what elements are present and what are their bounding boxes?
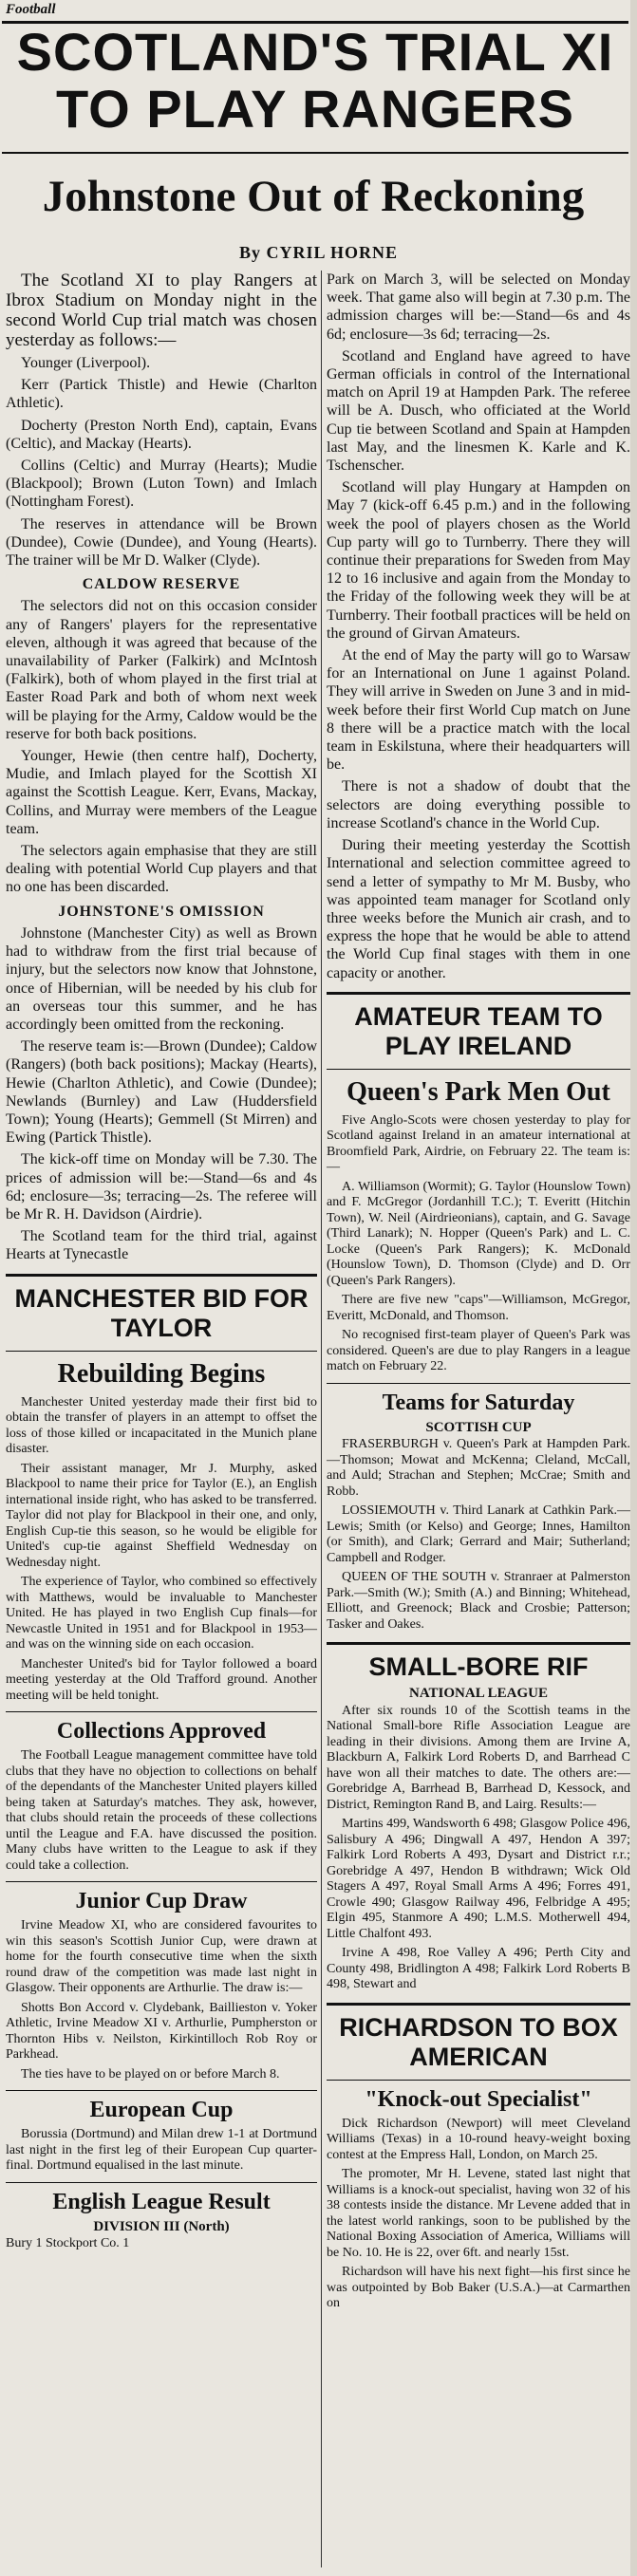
lead-paragraph: The Scotland XI to play Rangers at Ibrox Stadium on Monday night in the second World Cup trial match was chosen yesterday as follows:— — [6, 271, 317, 350]
hungary-paragraph: Scotland will play Hungary at Hampden on May 7 (kick-off 6.45 p.m.) and in the following week the pool of players chosen as the World Cup party will go to Turnberry. There they will continue their preparations for Sweden from May 12 to 16 inclusive and again from the Monday to the Friday of the following week they will be at Turnberry. Their football practices will be held on the ground of Girvan Amateurs. — [327, 479, 630, 642]
boxing-headline: RICHARDSON TO BOX AMERICAN — [327, 2003, 630, 2072]
small-bore-headline: SMALL-BORE RIF — [327, 1642, 630, 1682]
junior-cup-p1: Irvine Meadow XI, who are considered favourites to win this season's Scottish Junior Cup, were drawn at home for the fourth consecutive time when the sixth round draw of the competition was made last night in Glasgow. Their opponents are Arthurlie. The draw is:— — [6, 1918, 317, 1996]
headline-line-2: TO PLAY RANGERS — [55, 79, 575, 139]
column-left — [6, 271, 317, 2256]
lossiemouth-team: LOSSIEMOUTH v. Third Lanark at Cathkin Park.—Lewis; Smith (or Kelso) and George; Innes, Hamilton (or Smith), and Clark; Gerrard and Mair; Sutherland; Campbell and Rodger. — [327, 1503, 630, 1565]
headline-rule — [2, 152, 628, 154]
continuation-paragraph: Park on March 3, will be selected on Monday week. That game also will begin at 7.30 p.m. The admission charges will be:—Stand—6s and 4s 6d; enclosure—3s 6d; terracing—2s. — [327, 271, 630, 343]
boxing-p3: Richardson will have his next fight—his first since he was outpointed by Bob Baker (U.S.A.)—at Carmarthen on — [327, 2265, 630, 2311]
manchester-p1: Manchester United yesterday made their first bid to obtain the transfer of players in an attempt to offset the loss of those killed or incapacitated in the Munich plane disaster. — [6, 1394, 317, 1457]
amateur-team: A. Williamson (Wormit); G. Taylor (Hounslow Town) and F. McGregor (Jordanhill T.C.); T. Everitt (Hitchin Town), W. Neil (Airdrieonians), captain, and G. Savage (Third Lanark); N. Hopper (Queen's Park) and L. C. Locke (Queen's Park Rangers); K. McDonald (Hounslow Town), D. Thomson (Clyde) and D. Orr (Queen's Park Rangers). — [327, 1179, 630, 1288]
column-right — [327, 271, 630, 2316]
national-league-label: NATIONAL LEAGUE — [408, 1686, 548, 1702]
team-backs: Kerr (Partick Thistle) and Hewie (Charlton Athletic). — [6, 377, 317, 412]
manchester-p4: Manchester United's bid for Taylor followed a board meeting yesterday at the Old Trafford ground. Another meeting will be held tonight. — [6, 1656, 317, 1703]
manchester-headline: MANCHESTER BID FOR TAYLOR — [6, 1274, 317, 1343]
column-divider — [321, 271, 322, 2567]
collections-paragraph: The Football League management committee have told clubs that they have no objection to collections on behalf of the dependants of the Manchester United players killed being taken at Saturday's matches. They ask, however, that clubs should retain the proceeds of these collections until the League and F.A. have discussed the position. Many clubs have written to the League to ask if they could take a collection. — [6, 1748, 317, 1873]
manchester-deck: Rebuilding Begins — [6, 1351, 317, 1390]
league-paragraph: Younger, Hewie (then centre half), Docherty, Mudie, and Imlach played for the Scottish XI against the Scottish League. Kerr, Evans, Mackay, Collins, and Murray were members of the League team. — [6, 748, 317, 837]
english-league-heading: English League Result — [6, 2182, 317, 2215]
johnstone-paragraph: Johnstone (Manchester City) as well as Brown had to withdraw from the first trial because of injury, but the selectors now know that Johnstone, once of Hibernian, will be needed by his club for an overseas tour this summer, and he has accordingly been omitted from the reckoning. — [6, 924, 317, 1033]
warsaw-paragraph: At the end of May the party will go to Warsaw for an International on June 1 against Poland. They will arrive in Sweden on June 3 and in mid-week before their first World Cup match on June 8 there will be a practice match with the local team in Eskilstuna, where their headquarters will be. — [327, 647, 630, 774]
european-cup-paragraph: Borussia (Dortmund) and Milan drew 1-1 at Dortmund last night in the first leg of their European Cup quarter-final. Dortmund equalised in the last minute. — [6, 2127, 317, 2174]
team-halves: Docherty (Preston North End), captain, Evans (Celtic), and Mackay (Hearts). — [6, 417, 317, 452]
amateur-p1: Five Anglo-Scots were chosen yesterday to play for Scotland against Ireland in an amateur international at Broomfield Park, Airdrie, on February 22. The team is:— — [327, 1112, 630, 1175]
german-officials-paragraph: Scotland and England have agreed to have German officials in control of the International match on April 19 at Hampden Park. The referee will be A. Dusch, who officiated at the World Cup tie between Scotland and Spain at Hampden last May, and the linesmen K. Karle and K. Tschenscher. — [327, 347, 630, 475]
manchester-p2: Their assistant manager, Mr J. Murphy, asked Blackpool to name their price for Taylor (E.), an English international inside right, who has asked to be transferred. Taylor did not play for Blackpool in their one, and only, English Cup-tie this season, so he would be eligible for United's cup-tie against Sheffield Wednesday on Wednesday night. — [6, 1461, 317, 1570]
busby-paragraph: During their meeting yesterday the Scottish International and selection committee agreed to send a letter of sympathy to Mr M. Busby, who was appointed team manager for Scotland only three weeks before the Munich air crash, and to express the hope that he would be able to attend the World Cup final stages with them in one capacity or another. — [327, 837, 630, 981]
reserves-paragraph: The reserves in attendance will be Brown (Dundee), Cowie (Dundee), and Young (Hearts). The trainer will be Mr D. Walker (Clyde). — [6, 515, 317, 569]
adjacent-page-strip — [630, 0, 637, 2576]
caldow-paragraph: The selectors did not on this occasion consider any of Rangers' players for the representative eleven, although it was agreed that because of the unavailability of Parker (Falkirk) and McIntosh (Falkirk), both of whom played in the first trial at Easter Road Park and both of whom next week will be playing for the Army, Caldow would be the reserve for both back positions. — [6, 598, 317, 742]
small-bore-results: Martins 499, Wandsworth 6 498; Glasgow Police 496, Salisbury A 496; Dingwall A 497, Hendon A 397; Falkirk Lord Roberts A 493, Dysart and District r.r.; Gorebridge A 497, Hendon B withdrawn; Wick Old Stagers A 497, Royal Small Arms A 496; Forres 491, Crowle 490; Glasgow Railway 496, Felbridge A 495; Elgin 495, Stanmore A 490; L.M.S. Motherwell 494, Little Chalfont 493. — [327, 1817, 630, 1941]
european-cup-heading: European Cup — [6, 2090, 317, 2123]
division-label: DIVISION III (North) — [93, 2218, 230, 2234]
amateur-p4: No recognised first-team player of Queen's Park was considered. Queen's are due to play Rangers in a league match on February 22. — [327, 1328, 630, 1374]
boxing-p1: Dick Richardson (Newport) will meet Cleveland Williams (Texas) in a 10-round heavy-weight boxing contest at the Empress Hall, London, on March 25. — [327, 2116, 630, 2162]
teams-saturday-heading: Teams for Saturday — [327, 1383, 630, 1416]
reserve-team-paragraph: The reserve team is:—Brown (Dundee); Caldow (Rangers) (both back positions); Mackay (Hearts), Hewie (Charlton Athletic), and Cowie (Dundee); Newlands (Burnley) and Law (Huddersfield Town); Young (Hearts); Gemmell (St Mirren) and Ewing (Partick Thistle). — [6, 1038, 317, 1147]
byline: By CYRIL HORNE — [238, 243, 399, 262]
headline-line-1: SCOTLAND'S TRIAL XI — [16, 22, 614, 82]
kickoff-paragraph: The kick-off time on Monday will be 7.30. The prices of admission will be:—Stand—6s and 4s 6d; enclosure—3s; terracing—2s. The referee will be Mr R. H. Davidson (Airdrie). — [6, 1151, 317, 1223]
team-goal: Younger (Liverpool). — [21, 355, 151, 371]
boxing-deck: "Knock-out Specialist" — [327, 2080, 630, 2113]
junior-cup-heading: Junior Cup Draw — [6, 1881, 317, 1914]
queen-of-south-team: QUEEN OF THE SOUTH v. Stranraer at Palmerston Park.—Smith (W.); Smith (A.) and Binning; Whitehead, Elliott, and Greenock; Black and Crosbie; Patterson; Tasker and Oakes. — [327, 1570, 630, 1632]
scottish-cup-label: SCOTTISH CUP — [425, 1419, 532, 1435]
section-kicker: Football — [6, 2, 56, 17]
junior-cup-p3: The ties have to be played on or before March 8. — [21, 2066, 280, 2081]
manchester-p3: The experience of Taylor, who combined so effectively with Matthews, would be invaluable to Manchester United. He has played in two English Cup finals—for Newcastle United in 1951 and for Blackpool in 1953—and was on the winning side on each occasion. — [6, 1575, 317, 1652]
amateur-deck: Queen's Park Men Out — [327, 1069, 630, 1108]
fraserburgh-team: FRASERBURGH v. Queen's Park at Hampden Park.—Thomson; Mowat and McKenna; Cleland, McCall, and Auld; Strachan and Stephen; McCrae; Smith and Robb. — [327, 1437, 630, 1499]
league-result: Bury 1 Stockport Co. 1 — [6, 2236, 130, 2251]
section-johnstone-omission: JOHNSTONE'S OMISSION — [58, 903, 265, 920]
amateur-p3: There are five new "caps"—Williamson, McGregor, Everitt, McDonald, and Thomson. — [327, 1293, 630, 1323]
subheadline: Johnstone Out of Reckoning — [42, 172, 585, 221]
selectors-paragraph: The selectors again emphasise that they are still dealing with potential World Cup players and that no one has been discarded. — [6, 843, 317, 896]
small-bore-p3: Irvine A 498, Roe Valley A 496; Perth City and County 498, Bridlington A 498; Falkirk Lord Roberts B 498, Stewart and — [327, 1946, 630, 1992]
amateur-headline: AMATEUR TEAM TO PLAY IRELAND — [327, 992, 630, 1061]
small-bore-p1: After six rounds 10 of the Scottish teams in the National Small-bore Rifle Association League are leading in their divisions. Among them are Irvine A, Blackburn A, Falkirk Lord Roberts D, and Barrhead C have won all their matches to date. The others are:—Gorebridge A, Barrhead B, Barrhead D, Kessock, and District, Remington Rand B, and Lairg. Results:— — [327, 1703, 630, 1812]
selectors-doubt-paragraph: There is not a shadow of doubt that the selectors are doing everything possible to increase Scotland's chance in the World Cup. — [327, 778, 630, 831]
team-forwards: Collins (Celtic) and Murray (Hearts); Mudie (Blackpool); Brown (Luton Town) and Imlach (Nottingham Forest). — [6, 457, 317, 511]
third-trial-paragraph: The Scotland team for the third trial, against Hearts at Tynecastle — [6, 1228, 317, 1263]
section-caldow-reserve: CALDOW RESERVE — [82, 576, 241, 593]
junior-cup-draw: Shotts Bon Accord v. Clydebank, Baillieston v. Yoker Athletic, Irvine Meadow XI v. Arthurlie, Pumpherston or Thornton Hibs v. Neilston, Kirkintilloch Rob Roy or Parkhead. — [6, 2000, 317, 2063]
collections-heading: Collections Approved — [6, 1711, 317, 1745]
boxing-p2: The promoter, Mr H. Levene, stated last night that Williams is a knock-out specialist, having won 32 of his 38 contests inside the distance. Mr Levene added that in the latest world rankings, soon to be published by the National Boxing Association of America, Williams will be No. 10. He is 22, over 6ft. and nearly 15st. — [327, 2167, 630, 2260]
